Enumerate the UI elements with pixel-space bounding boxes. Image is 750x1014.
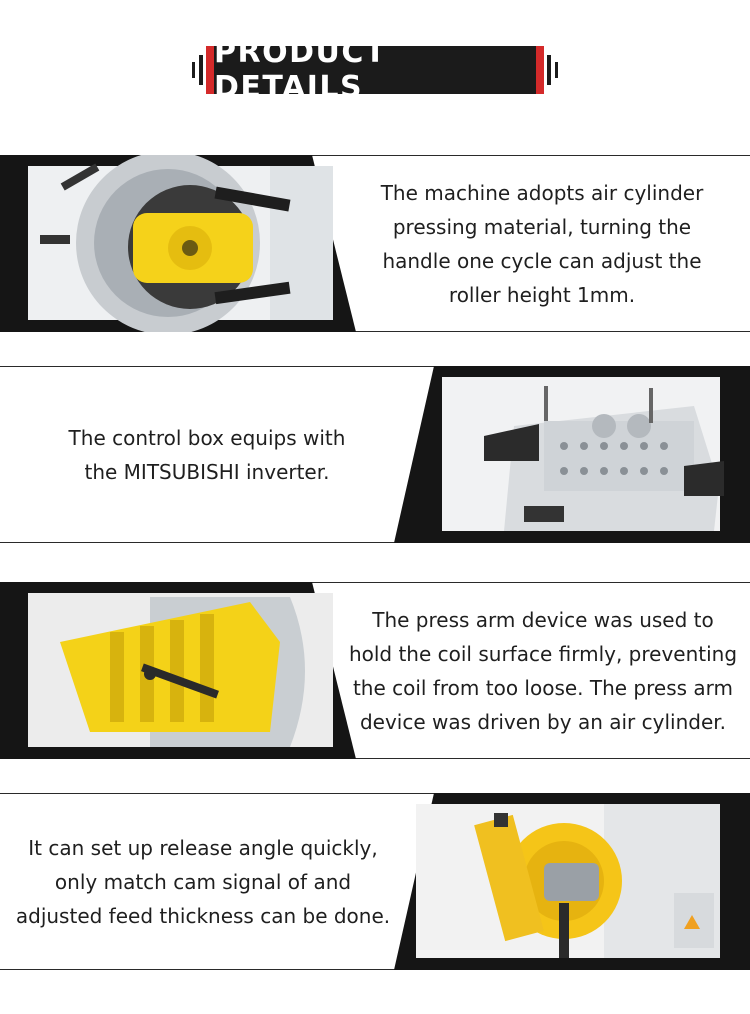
- detail-row-3: [0, 582, 750, 759]
- header-deco-right-outer: [555, 62, 558, 78]
- detail-description-4: It can set up release angle quickly, only match cam signal of and adjusted feed thickness can be done.: [15, 835, 391, 928]
- section-header: [0, 35, 750, 105]
- detail-row-2: [0, 366, 750, 543]
- detail-text-3: [336, 582, 750, 759]
- header-accent-right: [536, 46, 544, 94]
- detail-text-1: [356, 155, 728, 332]
- detail-row-1: [0, 155, 750, 332]
- detail-text-2: [0, 366, 414, 543]
- page-title: PRODUCT DETAILS: [214, 46, 536, 94]
- detail-image-4: [394, 793, 750, 970]
- detail-image-3: [0, 582, 356, 759]
- detail-image-1: [0, 155, 356, 332]
- detail-row-4: [0, 793, 750, 970]
- detail-text-4: [0, 793, 406, 970]
- detail-description-2: The control box equips with the MITSUBISHI inverter.: [68, 425, 346, 484]
- header-deco-left-outer: [192, 62, 195, 78]
- detail-description-1: The machine adopts air cylinder pressing material, turning the handle one cycle can adjust the roller height 1mm.: [380, 180, 704, 307]
- header-accent-left: [206, 46, 214, 94]
- header-deco-right-inner: [547, 55, 551, 85]
- detail-image-2: [394, 366, 750, 543]
- header-deco-left-inner: [199, 55, 203, 85]
- detail-description-3: The press arm device was used to hold the coil surface firmly, preventing the coil from too loose. The press arm device was driven by an air cylinder.: [348, 607, 738, 734]
